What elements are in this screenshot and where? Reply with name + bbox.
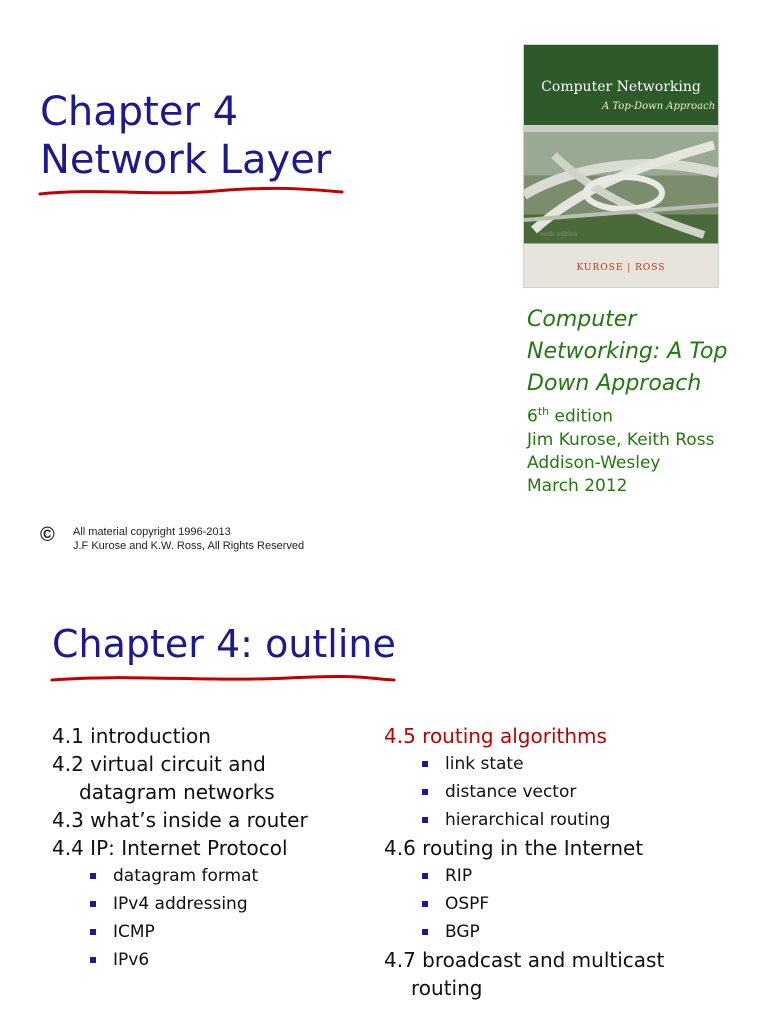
- outline-subitem: [384, 806, 664, 834]
- outline-subitem-label: BGP: [445, 922, 480, 942]
- outline-left-column: [52, 722, 308, 974]
- reference-authors: Jim Kurose, Keith Ross: [527, 429, 715, 450]
- square-bullet-icon: [422, 817, 428, 823]
- outline-subitem-label: IPv4 addressing: [113, 894, 248, 914]
- reference-edition: [527, 400, 727, 429]
- copyright-icon: ©: [40, 524, 55, 546]
- outline-subitem-label: datagram format: [113, 866, 259, 886]
- book-cover-title: Computer Networking: [541, 79, 701, 95]
- red-underline-squiggle: [36, 182, 346, 202]
- outline-right-column: [384, 722, 664, 1002]
- reference-date: March 2012: [527, 475, 628, 496]
- outline-entry-4-4: 4.4 IP: Internet Protocol: [52, 836, 288, 860]
- reference-title-line3: Down Approach: [527, 371, 702, 396]
- reference-publisher: Addison-Wesley: [527, 452, 661, 473]
- outline-subitem-label: hierarchical routing: [445, 810, 611, 830]
- outline-subitem-label: link state: [445, 754, 524, 774]
- square-bullet-icon: [422, 929, 428, 935]
- book-cover-authors: KUROSE | ROSS: [576, 263, 666, 273]
- outline-entry-4-1: 4.1 introduction: [52, 724, 211, 748]
- outline-entry-4-7-cont: routing: [411, 976, 483, 1000]
- outline-entry-4-3: 4.3 what’s inside a router: [52, 808, 308, 832]
- outline-subitem: [384, 918, 664, 946]
- outline-entry-4-2-cont: datagram networks: [79, 780, 275, 804]
- outline-entry-4-6: 4.6 routing in the Internet: [384, 836, 644, 860]
- outline-subitem: [52, 946, 308, 974]
- chapter-title-line2: Network Layer: [40, 137, 332, 183]
- square-bullet-icon: [422, 873, 428, 879]
- copyright-line1: All material copyright 1996-2013: [73, 526, 231, 538]
- outline-subitem-label: RIP: [445, 866, 473, 886]
- outline-subitem: [52, 890, 308, 918]
- outline-subitem: [384, 778, 664, 806]
- slide-outline: [0, 592, 768, 1024]
- book-cover-subtitle: A Top-Down Approach: [602, 101, 716, 112]
- outline-subitem: [52, 862, 308, 890]
- outline-subitem: [384, 862, 664, 890]
- copyright-line2: J.F Kurose and K.W. Ross, All Rights Reserved: [73, 540, 305, 552]
- red-underline-squiggle: [48, 670, 398, 688]
- square-bullet-icon: [90, 873, 96, 879]
- reference-title-line1: Computer: [527, 307, 637, 332]
- copyright-text: [73, 525, 304, 553]
- chapter-title: [40, 88, 331, 184]
- outline-entry-4-7: 4.7 broadcast and multicast: [384, 948, 665, 972]
- square-bullet-icon: [90, 957, 96, 963]
- book-cover-image: [523, 44, 719, 288]
- outline-subitem: [384, 890, 664, 918]
- outline-subitem-label: OSPF: [445, 894, 490, 914]
- edition-number: 6: [527, 406, 538, 427]
- outline-title: Chapter 4: outline: [52, 622, 396, 666]
- outline-subitem: [52, 918, 308, 946]
- edition-superscript: th: [537, 405, 550, 418]
- square-bullet-icon: [90, 929, 96, 935]
- reference-title-line2: Networking: A Top: [527, 339, 728, 364]
- book-reference: [527, 304, 727, 498]
- square-bullet-icon: [422, 761, 428, 767]
- square-bullet-icon: [422, 789, 428, 795]
- chapter-title-line1: Chapter 4: [40, 89, 239, 135]
- square-bullet-icon: [422, 901, 428, 907]
- outline-entry-4-5-current: 4.5 routing algorithms: [384, 724, 607, 748]
- outline-subitem-label: IPv6: [113, 950, 150, 970]
- edition-word: edition: [549, 406, 614, 427]
- outline-entry-4-2: 4.2 virtual circuit and: [52, 752, 266, 776]
- outline-subitem-label: ICMP: [113, 922, 155, 942]
- outline-subitem-label: distance vector: [445, 782, 577, 802]
- outline-subitem: [384, 750, 664, 778]
- square-bullet-icon: [90, 901, 96, 907]
- book-cover-edition: sixth edition: [540, 231, 578, 238]
